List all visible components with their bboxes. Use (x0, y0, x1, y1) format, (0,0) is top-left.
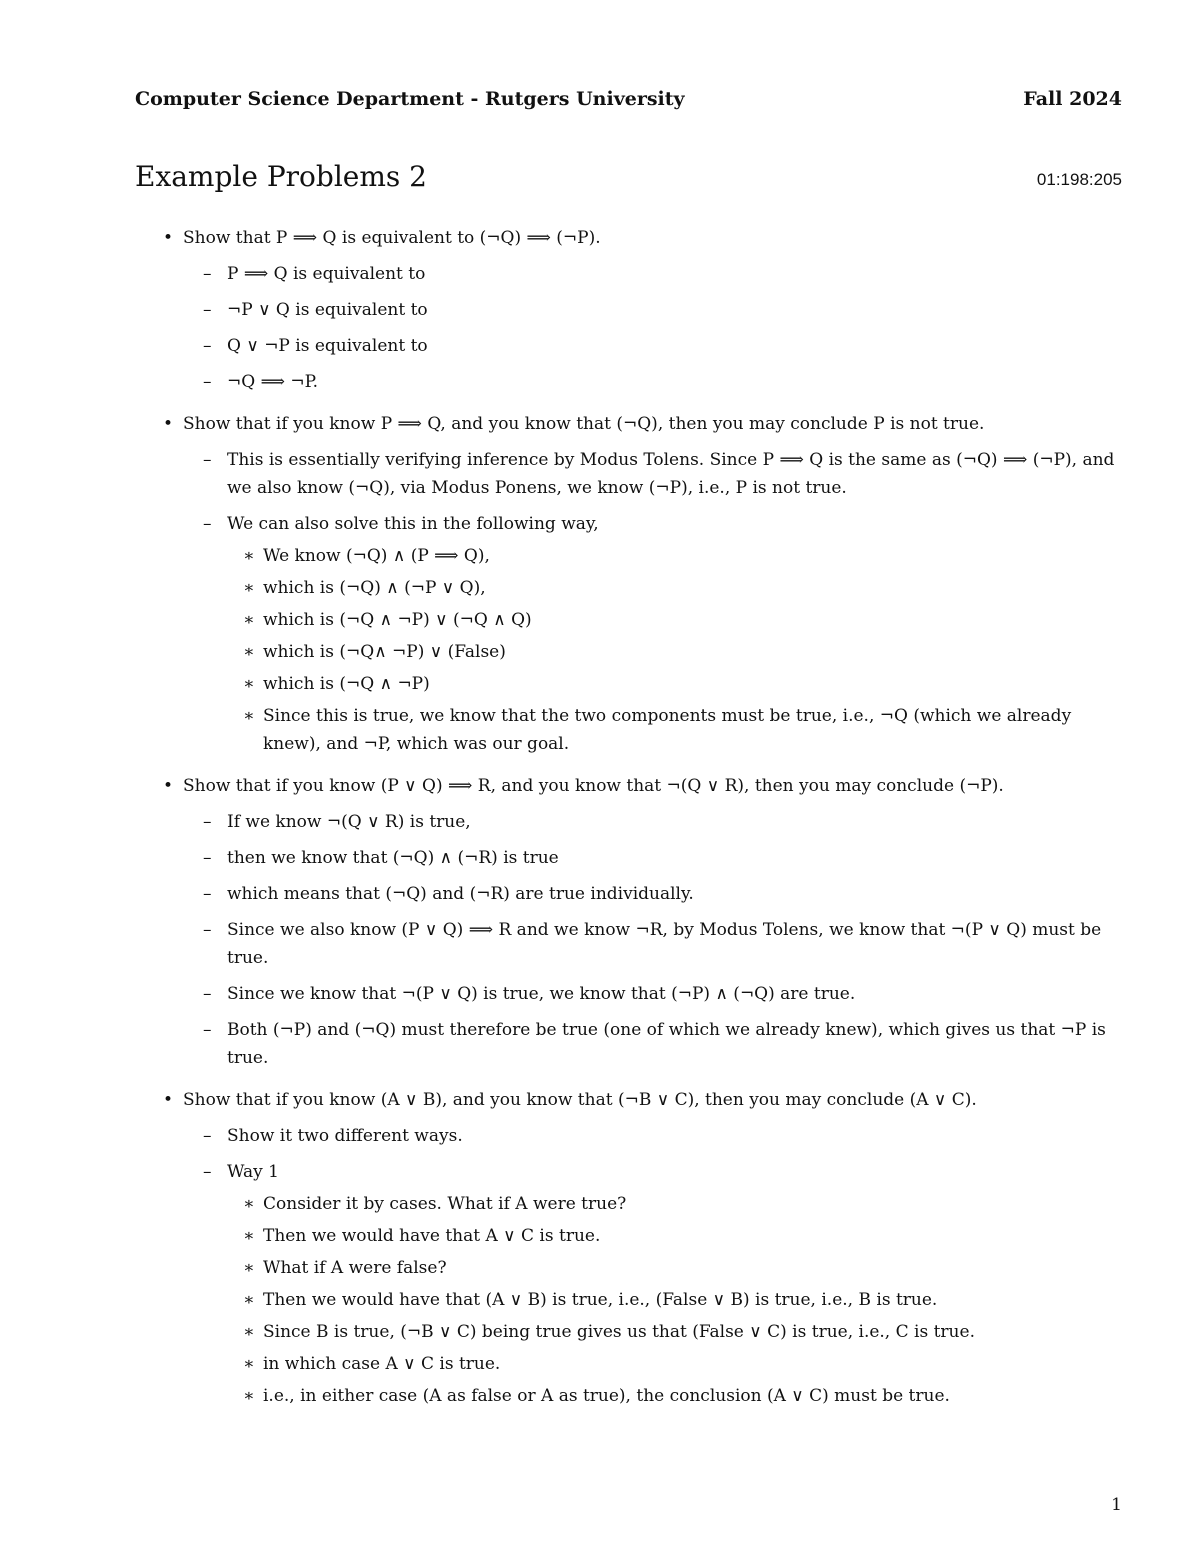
sub-step-item: ∗ Then we would have that (A ∨ B) is true, i.e., (False ∨ B) is true, i.e., B is true. (243, 1286, 1125, 1314)
sub-step-item: ∗ i.e., in either case (A as false or A as true), the conclusion (A ∨ C) must be true. (243, 1382, 1125, 1410)
sub-step-item: ∗ Since B is true, (¬B ∨ C) being true gives us that (False ∨ C) is true, i.e., C is true. (243, 1318, 1125, 1346)
problem-item: • Show that if you know P ⟹ Q, and you know that (¬Q), then you may conclude P is not true. (163, 410, 1125, 438)
step-item: – which means that (¬Q) and (¬R) are true individually. (203, 880, 1125, 908)
step-item: – Since we also know (P ∨ Q) ⟹ R and we know ¬R, by Modus Tolens, we know that ¬(P ∨ Q) must be true. (203, 916, 1125, 972)
page-number: 1 (1111, 1495, 1122, 1515)
problem-item: • Show that if you know (A ∨ B), and you know that (¬B ∨ C), then you may conclude (A ∨ C). (163, 1086, 1125, 1114)
problem-list (163, 224, 1125, 1410)
step-item: – Show it two different ways. (203, 1122, 1125, 1150)
sub-step-item: ∗ which is (¬Q ∧ ¬P) (243, 670, 1125, 698)
step-item: – Q ∨ ¬P is equivalent to (203, 332, 1125, 360)
section-gap (163, 758, 1125, 772)
step-item: – ¬P ∨ Q is equivalent to (203, 296, 1125, 324)
sub-step-item: ∗ We know (¬Q) ∧ (P ⟹ Q), (243, 542, 1125, 570)
sub-step-item: ∗ What if A were false? (243, 1254, 1125, 1282)
step-item: – ¬Q ⟹ ¬P. (203, 368, 1125, 396)
semester-header: Fall 2024 (1023, 88, 1122, 110)
step-item: – We can also solve this in the following way, (203, 510, 1125, 538)
sub-step-item: ∗ Consider it by cases. What if A were true? (243, 1190, 1125, 1218)
page-title: Example Problems 2 (135, 160, 427, 193)
section-gap (163, 1072, 1125, 1086)
sub-step-item: ∗ which is (¬Q ∧ ¬P) ∨ (¬Q ∧ Q) (243, 606, 1125, 634)
step-item: – then we know that (¬Q) ∧ (¬R) is true (203, 844, 1125, 872)
sub-step-item: ∗ Since this is true, we know that the two components must be true, i.e., ¬Q (which we already knew), and ¬P, which was our goal. (243, 702, 1125, 758)
sub-step-item: ∗ which is (¬Q∧ ¬P) ∨ (False) (243, 638, 1125, 666)
step-item: – P ⟹ Q is equivalent to (203, 260, 1125, 288)
step-item: – Since we know that ¬(P ∨ Q) is true, we know that (¬P) ∧ (¬Q) are true. (203, 980, 1125, 1008)
step-item: – This is essentially verifying inference by Modus Tolens. Since P ⟹ Q is the same as (¬Q) ⟹ (¬P), and we also know (¬Q), via Modus Ponens, we know (¬P), i.e., P is not true. (203, 446, 1125, 502)
department-header: Computer Science Department - Rutgers University (135, 88, 685, 110)
sub-step-item: ∗ Then we would have that A ∨ C is true. (243, 1222, 1125, 1250)
course-code: 01:198:205 (1036, 170, 1122, 189)
problem-item: • Show that P ⟹ Q is equivalent to (¬Q) ⟹ (¬P). (163, 224, 1125, 252)
step-item: – If we know ¬(Q ∨ R) is true, (203, 808, 1125, 836)
sub-step-item: ∗ which is (¬Q) ∧ (¬P ∨ Q), (243, 574, 1125, 602)
sub-step-item: ∗ in which case A ∨ C is true. (243, 1350, 1125, 1378)
section-gap (163, 396, 1125, 410)
step-item: – Both (¬P) and (¬Q) must therefore be true (one of which we already knew), which gives us that ¬P is true. (203, 1016, 1125, 1072)
step-item: – Way 1 (203, 1158, 1125, 1186)
problem-item: • Show that if you know (P ∨ Q) ⟹ R, and you know that ¬(Q ∨ R), then you may conclude (¬P). (163, 772, 1125, 800)
